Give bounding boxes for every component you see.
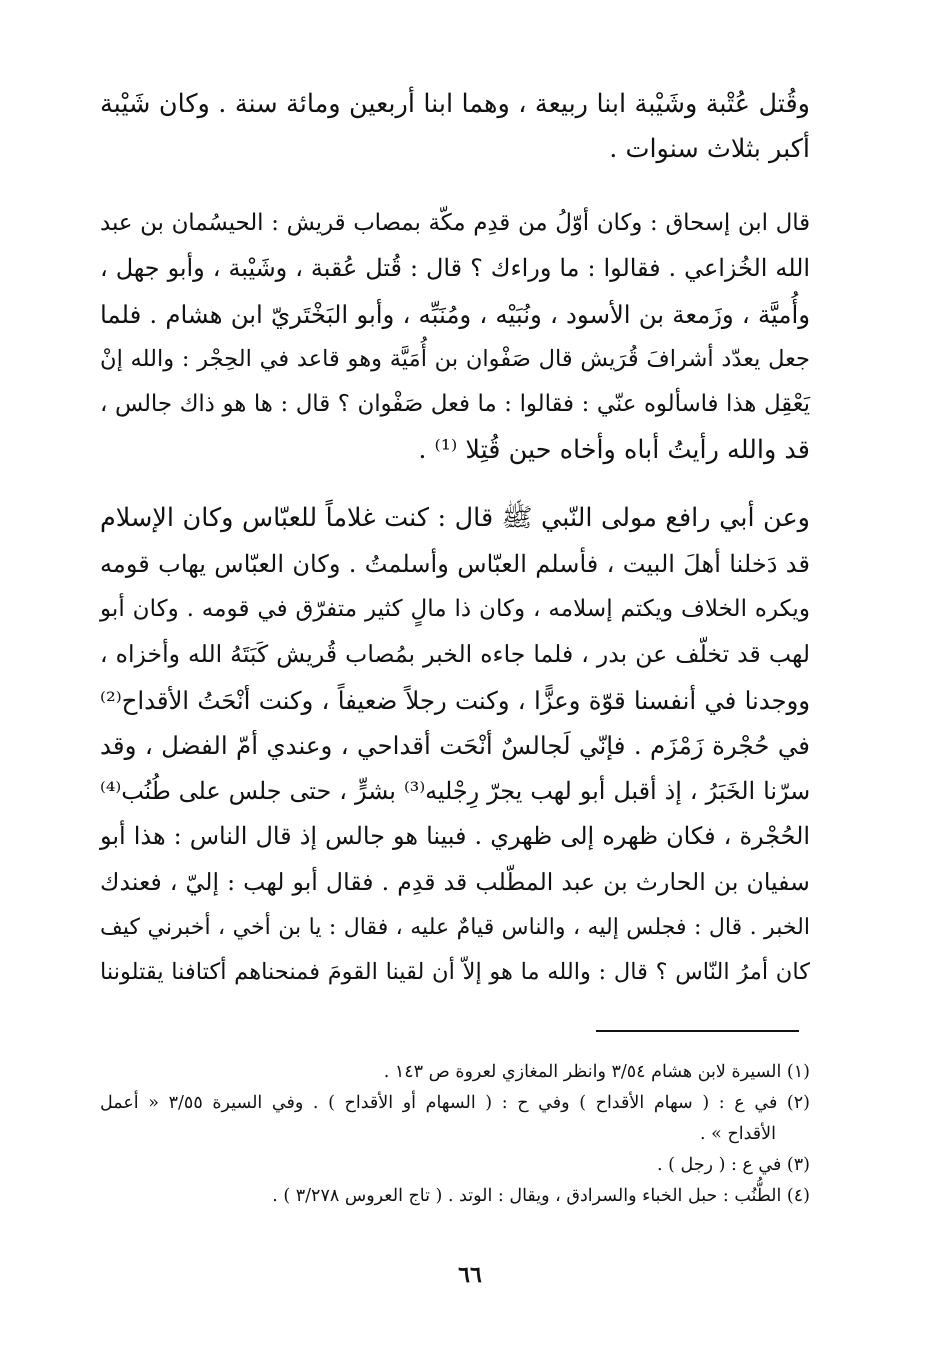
text-line: أكبر بثلاث سنوات .	[609, 134, 810, 165]
footnote: (١) السيرة لابن هشام ٣/٥٤ وانظر المغازي لعروة ص ١٤٣ .	[383, 1062, 810, 1082]
text-line: الحُجْرة ، فكان ظهره إلى ظهري . فبينا هو جالس إذ قال الناس : هذا أبو	[100, 822, 810, 851]
footnote: (٤) الطُّنُب : حبل الخباء والسرادق ، ويقال : الوتد . ( تاج العروس ٣/٢٧٨ ) .	[272, 1186, 810, 1206]
text-line: الخبر . قال : فجلس إليه ، والناس قيامٌ عليه ، فقال : يا بن أخي ، أخبرني كيف	[100, 914, 810, 940]
footnote-divider	[596, 1030, 799, 1032]
text-line: سرّنا الخَبَرُ ، إذ أقبل أبو لهب يجرّ رِجْليه⁽³⁾ بشرٍّ ، حتى جلس على طُنُب⁽⁴⁾	[100, 776, 810, 805]
text-line: لهب قد تخلّف عن بدر ، فلما جاءه الخبر بمُصاب قُريش كَبَتَهُ الله وأخزاه ،	[100, 640, 810, 669]
text-line: قد والله رأيتُ أباه وأخاه حين قُتِلا ⁽¹⁾ .	[418, 434, 810, 465]
text-line: يَعْقِل هذا فاسألوه عنّي : فقالوا : ما فعل صَفْوان ؟ قال : ها هو ذاك جالس ،	[100, 391, 810, 418]
page-number: ٦٦	[458, 1262, 482, 1288]
text-line: قد دَخلنا أهلَ البيت ، فأسلم العبّاس وأسلمتُ . وكان العبّاس يهاب قومه	[100, 549, 810, 578]
text-line: سفيان بن الحارث بن عبد المطّلب قد قدِم . فقال أبو لهب : إليّ ، فعندك	[100, 867, 810, 896]
text-line: في حُجْرة زَمْزَم . فإنّي لَجالسٌ أنْحَت أقداحي ، وعندي أمّ الفضل ، وقد	[100, 731, 810, 761]
paragraph	[100, 82, 810, 173]
footnote-continuation: الأقداح » .	[700, 1124, 776, 1144]
paragraph	[100, 201, 810, 473]
text-line: ووجدنا في أنفسنا قوّة وعزًّا ، وكنت رجلاً ضعيفاً ، وكنت أنْحَتُ الأقداح⁽²⁾	[100, 685, 810, 715]
paragraph	[100, 496, 810, 995]
main-text	[100, 82, 810, 996]
text-line: قال ابن إسحاق : وكان أوّلُ من قدِم مكّة بمصاب قريش : الحيسُمان بن عبد	[100, 209, 810, 236]
footnotes	[100, 1057, 810, 1212]
text-line: جعل يعدّد أشرافَ قُرَيش قال صَفْوان بن أُمَيَّة وهو قاعد في الحِجْر : والله إنْ	[100, 346, 810, 373]
footnote: (٣) في ع : ( رجل ) .	[656, 1155, 810, 1175]
text-line: ويكره الخلاف ويكتم إسلامه ، وكان ذا مالٍ كثير متفرّق في قومه . وكان أبو	[100, 596, 810, 623]
text-line: كان أمرُ النّاس ؟ قال : والله ما هو إلاّ أن لقينا القومَ فمنحناهم أكتافنا يقتلوننا	[100, 959, 810, 986]
text-line: الله الخُزاعي . فقالوا : ما وراءك ؟ قال : قُتل عُقبة ، وشَيْبة ، وأبو جهل ،	[100, 254, 810, 283]
text-line: وأُميَّة ، وزَمعة بن الأسود ، ونُبَيْه ، ومُنَبِّه ، وأبو البَخْتَريّ ابن هشام . فلما	[100, 299, 810, 329]
text-line: وعن أبي رافع مولى النّبي ﷺ قال : كنت غلاماً للعبّاس وكان الإسلام	[100, 503, 810, 534]
footnote: (٢) في ع : ( سهام الأقداح ) وفي ح : ( السهام أو الأقداح ) . وفي السيرة ٣/٥٥ « أعمل	[100, 1093, 810, 1113]
text-line: وقُتل عُتْبة وشَيْبة ابنا ربيعة ، وهما ابنا أربعين ومائة سنة . وكان شَيْبة	[100, 89, 810, 119]
